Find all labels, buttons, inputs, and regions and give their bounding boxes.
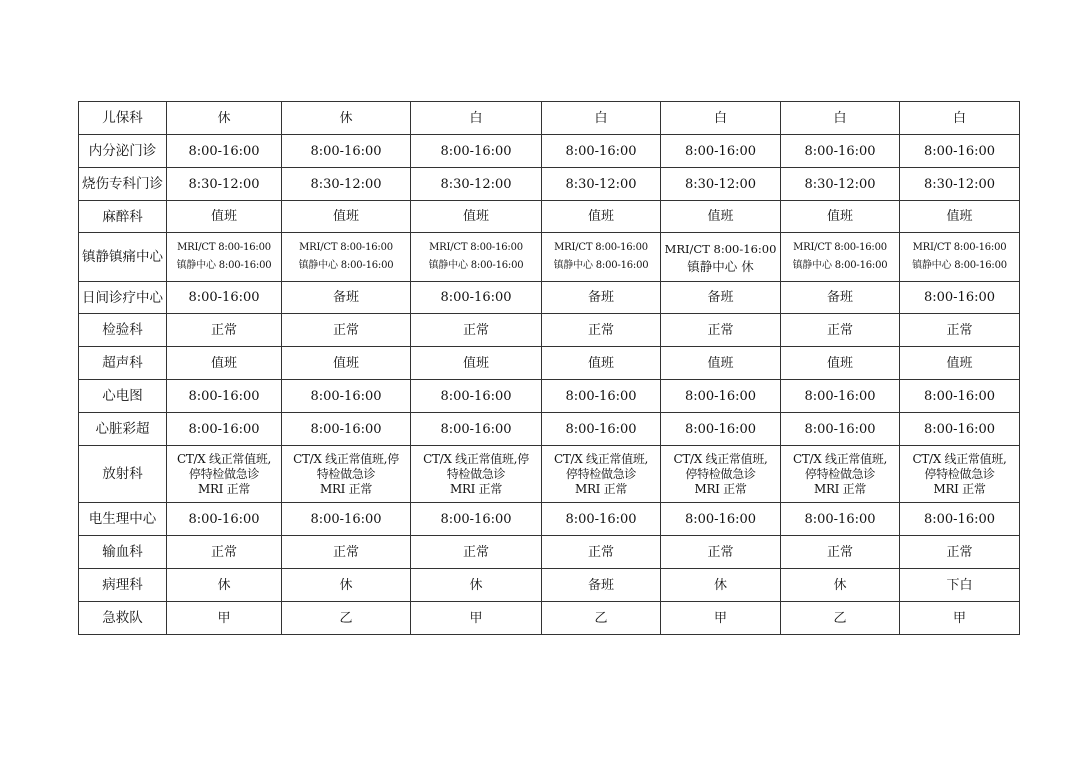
schedule-cell: 正常 — [411, 314, 542, 347]
schedule-cell: 8:00-16:00 — [900, 413, 1020, 446]
schedule-cell: 8:00-16:00 — [900, 135, 1020, 168]
schedule-cell: 值班 — [661, 201, 781, 233]
schedule-cell: 8:00-16:00 — [167, 413, 282, 446]
schedule-cell: 8:00-16:00 — [282, 413, 411, 446]
schedule-cell: 备班 — [661, 282, 781, 314]
table-row — [79, 102, 1020, 135]
schedule-cell: 值班 — [781, 201, 900, 233]
schedule-cell-line: CT/X 线正常值班,停 — [423, 451, 529, 466]
schedule-cell-line: MRI 正常 — [197, 481, 251, 496]
schedule-cell-multiline — [900, 446, 1020, 503]
department-name-cell: 心电图 — [79, 380, 167, 413]
schedule-cell: 8:30-12:00 — [542, 168, 661, 201]
mri-ct-hours: MRI/CT 8:00-16:00 — [793, 242, 887, 253]
department-name-cell: 放射科 — [79, 446, 167, 503]
schedule-cell: 值班 — [167, 347, 282, 380]
sedation-schedule-cell — [282, 233, 411, 282]
schedule-cell: 备班 — [542, 569, 661, 602]
department-name-cell: 镇静镇痛中心 — [79, 233, 167, 282]
schedule-cell-line: CT/X 线正常值班, — [912, 451, 1007, 466]
schedule-cell: 值班 — [167, 201, 282, 233]
schedule-cell: 休 — [167, 569, 282, 602]
department-name-cell: 烧伤专科门诊 — [79, 168, 167, 201]
schedule-cell: 下白 — [900, 569, 1020, 602]
department-name-cell: 病理科 — [79, 569, 167, 602]
schedule-cell: 正常 — [661, 536, 781, 569]
schedule-cell: 休 — [282, 102, 411, 135]
sedation-schedule-cell — [781, 233, 900, 282]
schedule-cell: 8:00-16:00 — [661, 135, 781, 168]
schedule-cell-line: 特检做急诊 — [316, 466, 376, 481]
department-name-cell: 急救队 — [79, 602, 167, 635]
schedule-cell: 白 — [781, 102, 900, 135]
schedule-cell: 8:00-16:00 — [411, 282, 542, 314]
schedule-cell: 白 — [411, 102, 542, 135]
schedule-cell: 值班 — [900, 347, 1020, 380]
mri-ct-hours: MRI/CT 8:00-16:00 — [912, 242, 1007, 253]
schedule-cell-line: CT/X 线正常值班, — [792, 451, 888, 466]
schedule-cell: 乙 — [282, 602, 411, 635]
schedule-cell-line: CT/X 线正常值班, — [673, 451, 768, 466]
schedule-cell: 正常 — [167, 536, 282, 569]
schedule-cell: 8:30-12:00 — [282, 168, 411, 201]
sedation-center-hours: 镇静中心 8:00-16:00 — [176, 260, 272, 271]
table-row — [79, 314, 1020, 347]
schedule-cell: 正常 — [542, 536, 661, 569]
department-name-cell: 心脏彩超 — [79, 413, 167, 446]
schedule-cell: 甲 — [661, 602, 781, 635]
schedule-cell: 甲 — [167, 602, 282, 635]
schedule-cell-multiline — [781, 446, 900, 503]
schedule-cell: 乙 — [542, 602, 661, 635]
schedule-cell: 值班 — [781, 347, 900, 380]
schedule-cell: 8:30-12:00 — [900, 168, 1020, 201]
mri-ct-hours: MRI/CT 8:00-16:00 — [299, 242, 393, 253]
mri-ct-hours: MRI/CT 8:00-16:00 — [429, 242, 523, 253]
table-row — [79, 233, 1020, 282]
schedule-cell: 值班 — [411, 347, 542, 380]
schedule-cell: 8:00-16:00 — [282, 380, 411, 413]
schedule-cell: 正常 — [167, 314, 282, 347]
table-row — [79, 503, 1020, 536]
department-name-cell: 儿保科 — [79, 102, 167, 135]
sedation-center-hours: 镇静中心 休 — [687, 258, 754, 274]
schedule-cell: 8:30-12:00 — [781, 168, 900, 201]
mri-ct-hours: MRI/CT 8:00-16:00 — [554, 242, 648, 253]
schedule-cell: 8:00-16:00 — [781, 380, 900, 413]
sedation-center-hours: 镇静中心 8:00-16:00 — [428, 260, 524, 271]
schedule-cell-line: 停特检做急诊 — [685, 466, 756, 481]
table-row — [79, 536, 1020, 569]
schedule-cell-multiline — [167, 446, 282, 503]
schedule-cell: 正常 — [411, 536, 542, 569]
schedule-cell: 白 — [661, 102, 781, 135]
schedule-cell: 8:00-16:00 — [542, 135, 661, 168]
schedule-cell: 8:00-16:00 — [411, 503, 542, 536]
table-row — [79, 446, 1020, 503]
sedation-schedule-cell — [900, 233, 1020, 282]
schedule-cell: 值班 — [542, 201, 661, 233]
schedule-cell: 正常 — [900, 536, 1020, 569]
schedule-cell: 8:00-16:00 — [282, 135, 411, 168]
sedation-center-hours: 镇静中心 8:00-16:00 — [912, 260, 1007, 271]
department-name-cell: 超声科 — [79, 347, 167, 380]
schedule-cell: 8:00-16:00 — [167, 135, 282, 168]
schedule-cell: 正常 — [661, 314, 781, 347]
table-row — [79, 168, 1020, 201]
schedule-cell: 8:00-16:00 — [167, 503, 282, 536]
schedule-cell: 8:00-16:00 — [661, 413, 781, 446]
schedule-cell: 8:00-16:00 — [411, 380, 542, 413]
department-schedule-table — [78, 101, 1020, 635]
schedule-cell: 乙 — [781, 602, 900, 635]
schedule-cell: 正常 — [542, 314, 661, 347]
schedule-cell: 休 — [282, 569, 411, 602]
table-row — [79, 380, 1020, 413]
schedule-cell: 8:00-16:00 — [542, 380, 661, 413]
schedule-cell: 值班 — [661, 347, 781, 380]
schedule-cell-line: CT/X 线正常值班, — [553, 451, 649, 466]
schedule-cell: 值班 — [282, 347, 411, 380]
schedule-cell: 8:00-16:00 — [661, 503, 781, 536]
sedation-center-hours: 镇静中心 8:00-16:00 — [298, 260, 394, 271]
schedule-cell: 正常 — [900, 314, 1020, 347]
sedation-schedule-cell — [661, 233, 781, 282]
schedule-cell: 休 — [167, 102, 282, 135]
schedule-cell: 8:00-16:00 — [411, 413, 542, 446]
schedule-cell: 8:00-16:00 — [661, 380, 781, 413]
schedule-cell: 值班 — [411, 201, 542, 233]
schedule-cell: 白 — [900, 102, 1020, 135]
table-row — [79, 135, 1020, 168]
table-row — [79, 347, 1020, 380]
schedule-cell: 8:00-16:00 — [900, 503, 1020, 536]
sedation-center-hours: 镇静中心 8:00-16:00 — [792, 260, 888, 271]
schedule-cell-line: MRI 正常 — [813, 481, 867, 496]
schedule-cell: 8:30-12:00 — [661, 168, 781, 201]
schedule-cell-line: 特检做急诊 — [446, 466, 506, 481]
table-row — [79, 413, 1020, 446]
schedule-cell-multiline — [411, 446, 542, 503]
schedule-cell-line: 停特检做急诊 — [804, 466, 876, 481]
department-name-cell: 麻醉科 — [79, 201, 167, 233]
schedule-cell: 8:00-16:00 — [900, 282, 1020, 314]
table-row — [79, 282, 1020, 314]
schedule-cell: 8:00-16:00 — [411, 135, 542, 168]
schedule-cell-multiline — [282, 446, 411, 503]
schedule-cell: 8:30-12:00 — [167, 168, 282, 201]
sedation-center-hours: 镇静中心 8:00-16:00 — [553, 260, 649, 271]
schedule-cell-line: CT/X 线正常值班, — [176, 451, 272, 466]
schedule-cell: 值班 — [900, 201, 1020, 233]
table-row — [79, 602, 1020, 635]
mri-ct-hours: MRI/CT 8:00-16:00 — [177, 242, 271, 253]
table-row — [79, 569, 1020, 602]
schedule-cell: 休 — [411, 569, 542, 602]
schedule-cell: 甲 — [900, 602, 1020, 635]
sedation-schedule-cell — [167, 233, 282, 282]
schedule-cell: 8:00-16:00 — [781, 503, 900, 536]
schedule-cell-line: 停特检做急诊 — [188, 466, 260, 481]
mri-ct-hours: MRI/CT 8:00-16:00 — [664, 241, 777, 256]
schedule-cell-line: MRI 正常 — [574, 481, 628, 496]
schedule-cell-line: MRI 正常 — [319, 481, 373, 496]
schedule-cell: 休 — [781, 569, 900, 602]
schedule-cell-multiline — [542, 446, 661, 503]
schedule-cell: 白 — [542, 102, 661, 135]
schedule-cell-multiline — [661, 446, 781, 503]
department-name-cell: 日间诊疗中心 — [79, 282, 167, 314]
schedule-cell-line: 停特检做急诊 — [924, 466, 995, 481]
schedule-cell: 值班 — [282, 201, 411, 233]
schedule-cell: 正常 — [282, 314, 411, 347]
schedule-cell: 8:00-16:00 — [167, 282, 282, 314]
sedation-schedule-cell — [542, 233, 661, 282]
schedule-cell: 备班 — [781, 282, 900, 314]
schedule-cell-line: MRI 正常 — [933, 481, 986, 496]
schedule-cell: 8:00-16:00 — [542, 413, 661, 446]
schedule-cell: 8:00-16:00 — [167, 380, 282, 413]
schedule-cell: 8:00-16:00 — [900, 380, 1020, 413]
department-name-cell: 输血科 — [79, 536, 167, 569]
schedule-cell: 正常 — [781, 536, 900, 569]
schedule-cell-line: MRI 正常 — [449, 481, 503, 496]
schedule-cell: 甲 — [411, 602, 542, 635]
schedule-cell: 8:30-12:00 — [411, 168, 542, 201]
schedule-cell: 值班 — [542, 347, 661, 380]
schedule-cell-line: MRI 正常 — [694, 481, 747, 496]
schedule-cell: 正常 — [282, 536, 411, 569]
schedule-cell: 备班 — [282, 282, 411, 314]
schedule-cell: 8:00-16:00 — [282, 503, 411, 536]
schedule-cell: 8:00-16:00 — [542, 503, 661, 536]
schedule-cell: 休 — [661, 569, 781, 602]
schedule-cell: 备班 — [542, 282, 661, 314]
sedation-schedule-cell — [411, 233, 542, 282]
schedule-cell: 正常 — [781, 314, 900, 347]
department-name-cell: 电生理中心 — [79, 503, 167, 536]
schedule-cell-line: CT/X 线正常值班,停 — [293, 451, 399, 466]
schedule-cell-line: 停特检做急诊 — [565, 466, 637, 481]
department-name-cell: 检验科 — [79, 314, 167, 347]
schedule-cell: 8:00-16:00 — [781, 135, 900, 168]
schedule-cell: 8:00-16:00 — [781, 413, 900, 446]
table-row — [79, 201, 1020, 233]
department-name-cell: 内分泌门诊 — [79, 135, 167, 168]
